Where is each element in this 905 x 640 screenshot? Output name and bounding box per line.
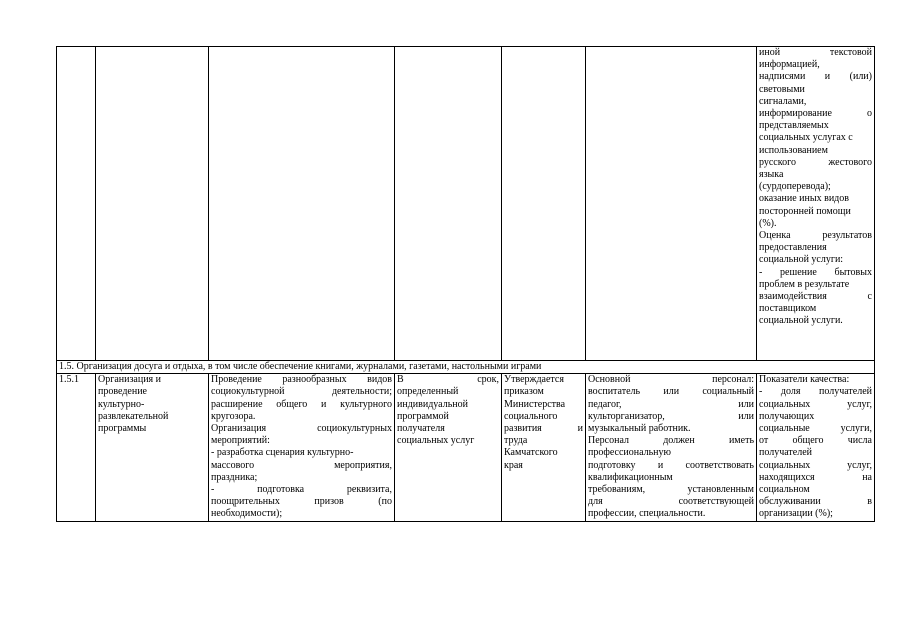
- cell-name-empty: [96, 47, 209, 361]
- text-line: воспитатель или социальный: [588, 386, 754, 398]
- text-line: - доля получателей: [759, 386, 872, 398]
- text-line: развития и: [504, 423, 583, 435]
- text-line: социальной услуги.: [759, 315, 843, 327]
- text-line: Камчатского: [504, 447, 558, 459]
- text-line: Основной персонал:: [588, 374, 754, 386]
- text-line: социальной услуги:: [759, 254, 844, 266]
- text-line: световыми: [759, 83, 805, 95]
- service-tariff: [502, 374, 586, 521]
- cell-number-empty: [57, 47, 96, 361]
- text-line: Утверждается: [504, 374, 564, 386]
- text-line: квалификационным: [588, 471, 673, 483]
- text-line: получающих: [759, 410, 815, 422]
- service-conditions: [586, 374, 757, 521]
- text-line: социальные услуги,: [759, 423, 872, 435]
- text-line: программой: [397, 410, 449, 422]
- text-line: взаимодействия с: [759, 291, 872, 303]
- text-line: обслуживании в: [759, 496, 872, 508]
- services-table: [56, 46, 875, 522]
- text-line: получателя: [397, 423, 445, 435]
- cell-tariff-empty: [502, 47, 586, 361]
- text-line: социальных услугах с: [759, 132, 853, 144]
- cell-term-empty: [395, 47, 502, 361]
- text-line: - решение бытовых: [759, 266, 872, 278]
- cell-quality-indicators: [757, 47, 875, 361]
- text-line: подготовку и соответствовать: [588, 459, 754, 471]
- text-line: - подготовка реквизита,: [211, 484, 392, 496]
- text-line: труда: [504, 435, 528, 447]
- text-line: социального: [504, 410, 558, 422]
- text-line: для соответствующей: [588, 496, 754, 508]
- text-line: В срок,: [397, 374, 499, 386]
- text-line: Организация и: [98, 374, 162, 386]
- text-line: Оценка результатов: [759, 230, 872, 242]
- text-line: профессии, специальности.: [588, 508, 706, 520]
- text-line: оказание иных видов: [759, 193, 849, 205]
- text-line: Проведение разнообразных видов: [211, 374, 392, 386]
- text-line: развлекательной: [98, 410, 169, 422]
- text-line: Организация социокультурных: [211, 423, 392, 435]
- text-line: праздника;: [211, 471, 258, 483]
- text-line: приказом: [504, 386, 544, 398]
- text-line: предоставления: [759, 242, 827, 254]
- text-line: находящихся на: [759, 471, 872, 483]
- text-line: от общего числа: [759, 435, 872, 447]
- text-line: края: [504, 459, 523, 471]
- text-line: культорганизатор, или: [588, 410, 754, 422]
- text-line: посторонней помощи: [759, 205, 851, 217]
- text-line: информирование о: [759, 108, 872, 120]
- table-row-1-5-1: [57, 374, 875, 521]
- service-quality-indicators: [757, 374, 875, 521]
- text-line: получателей: [759, 447, 813, 459]
- section-heading-row: [57, 361, 875, 374]
- text-line: сигналами,: [759, 95, 807, 107]
- text-line: поставщиком: [759, 303, 817, 315]
- text-line: индивидуальной: [397, 398, 468, 410]
- service-description: [209, 374, 395, 521]
- text-line: поощрительных призов (по: [211, 496, 392, 508]
- text-line: организации (%);: [759, 508, 833, 520]
- cell-description-empty: [209, 47, 395, 361]
- text-line: надписями и (или): [759, 71, 872, 83]
- text-line: педагог, или: [588, 398, 754, 410]
- text-line: информацией,: [759, 59, 820, 71]
- text-line: языка: [759, 169, 784, 181]
- text-line: Министерства: [504, 398, 566, 410]
- text-line: социальных услуг: [397, 435, 475, 447]
- text-line: определенный: [397, 386, 459, 398]
- text-line: проведение: [98, 386, 147, 398]
- text-line: иной текстовой: [759, 47, 872, 58]
- service-number: 1.5.1: [57, 374, 96, 521]
- table-row-continuation: [57, 47, 875, 361]
- text-line: представляемых: [759, 120, 829, 132]
- text-line: Показатели качества:: [759, 374, 850, 386]
- text-line: проблем в результате: [759, 278, 850, 290]
- text-line: социальном: [759, 484, 810, 496]
- text-line: использованием: [759, 144, 828, 156]
- service-term: [395, 374, 502, 521]
- section-title: 1.5. Организация досуга и отдыха, в том числе обеспечение книгами, журналами, газетами, настольными играми: [57, 361, 875, 374]
- text-line: культурно-: [98, 398, 145, 410]
- text-line: программы: [98, 423, 147, 435]
- text-line: массового мероприятия,: [211, 459, 392, 471]
- text-line: социокультурной деятельности;: [211, 386, 392, 398]
- text-line: кругозора.: [211, 410, 256, 422]
- text-line: (сурдоперевода);: [759, 181, 831, 193]
- text-line: - разработка сценария культурно-: [211, 447, 354, 459]
- service-name: [96, 374, 209, 521]
- text-line: мероприятий:: [211, 435, 270, 447]
- text-line: музыкальный работник.: [588, 423, 691, 435]
- text-line: необходимости);: [211, 508, 283, 520]
- text-line: Персонал должен иметь: [588, 435, 754, 447]
- text-line: расширение общего и культурного: [211, 398, 392, 410]
- cell-conditions-empty: [586, 47, 757, 361]
- text-line: (%).: [759, 217, 777, 229]
- text-line: требованиям, установленным: [588, 484, 754, 496]
- text-line: социальных услуг,: [759, 398, 872, 410]
- text-line: социальных услуг,: [759, 459, 872, 471]
- text-line: русского жестового: [759, 156, 872, 168]
- text-line: профессиональную: [588, 447, 671, 459]
